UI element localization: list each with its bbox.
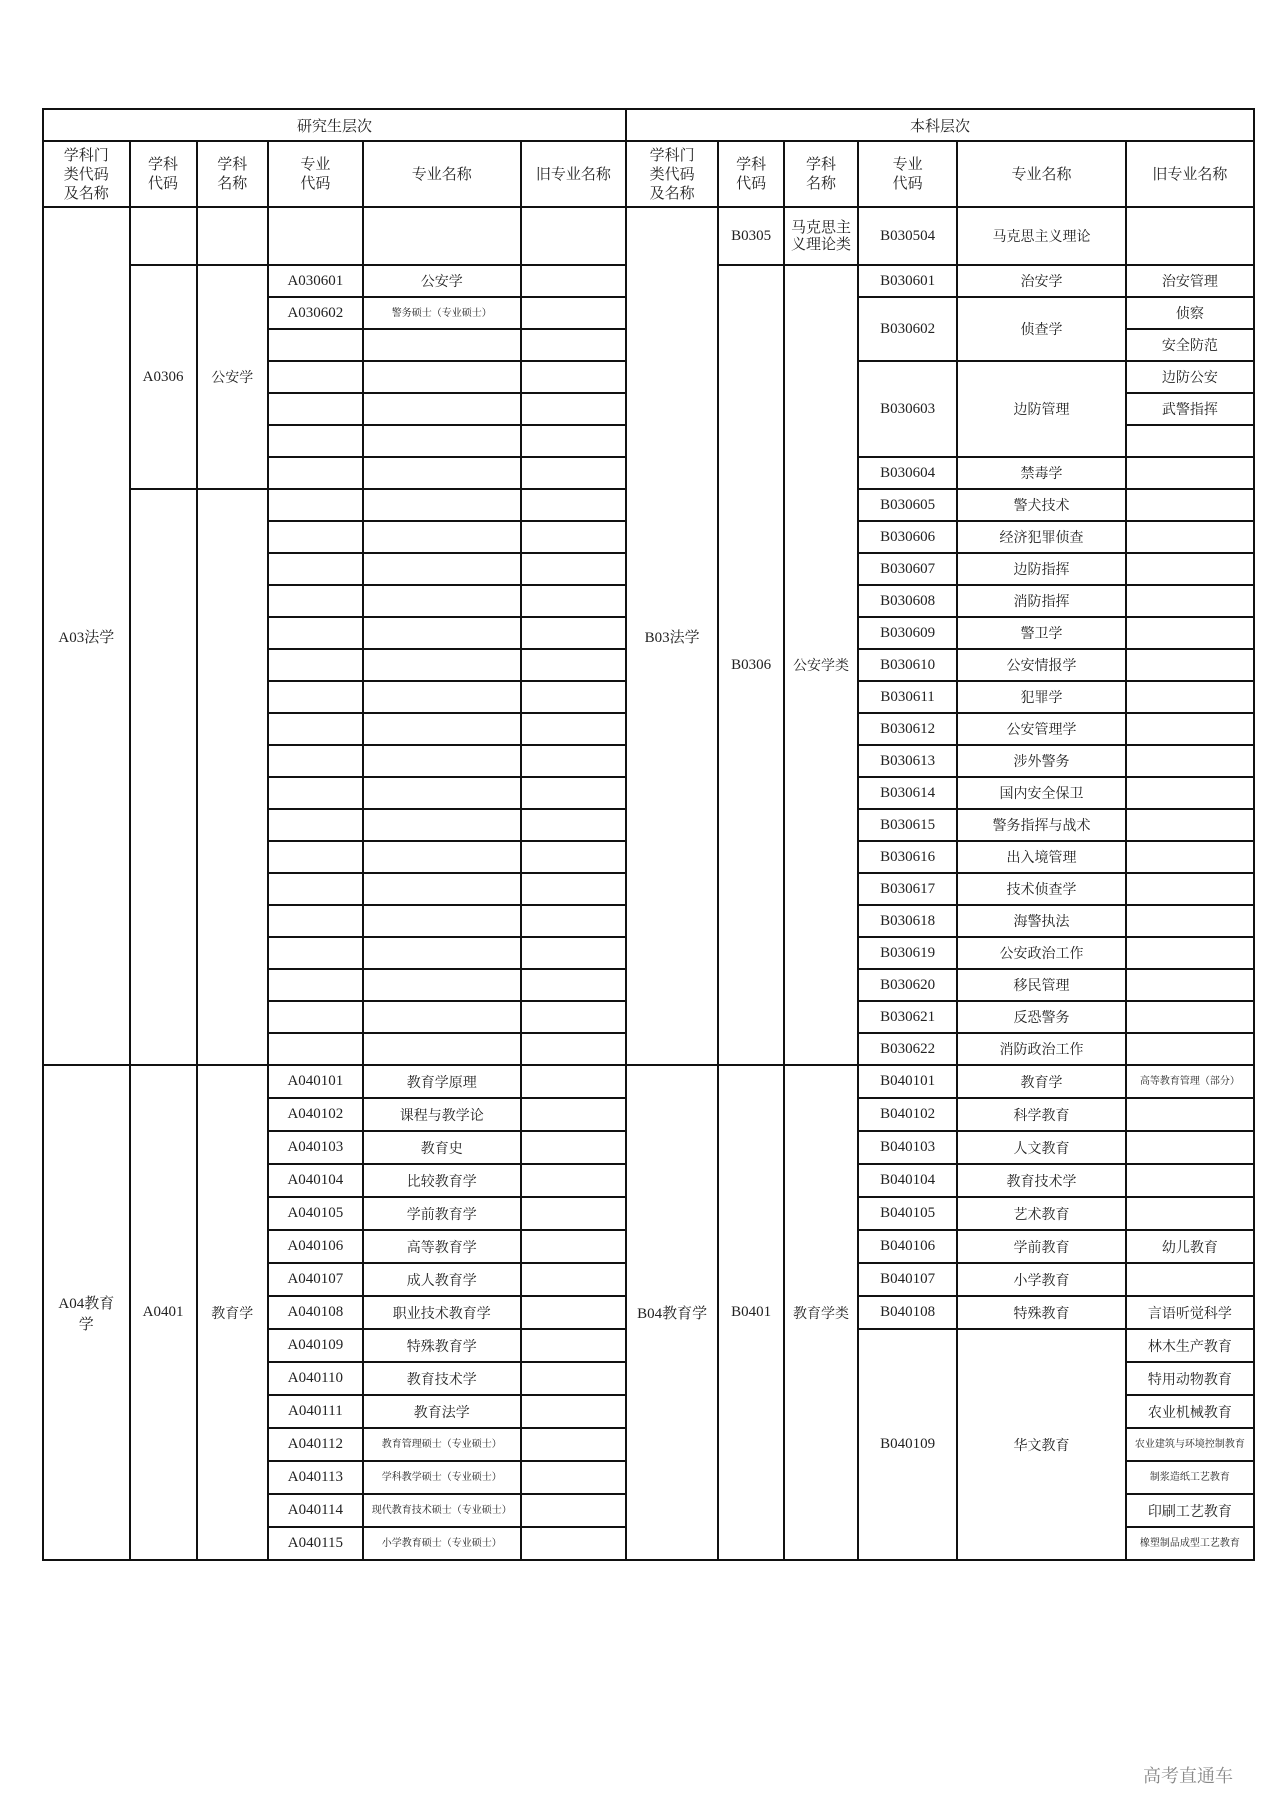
major-code-cell: A040103	[268, 1131, 363, 1164]
major-code-cell	[268, 207, 363, 265]
disc-name-cell-ug: 公安学类	[784, 265, 858, 1065]
major-code-cell: A040110	[268, 1362, 363, 1395]
major-catalog-table	[42, 108, 1255, 1561]
old-name-cell-ug: 侦察	[1126, 297, 1254, 329]
major-name-cell-ug: 国内安全保卫	[957, 777, 1126, 809]
major-code-cell	[268, 969, 363, 1001]
old-name-cell	[521, 521, 626, 553]
major-code-cell: A040111	[268, 1395, 363, 1428]
major-code-cell-ug: B030608	[858, 585, 957, 617]
major-code-cell	[268, 361, 363, 393]
old-name-cell	[521, 1164, 626, 1197]
old-name-cell	[521, 1197, 626, 1230]
major-code-cell: A040114	[268, 1494, 363, 1527]
major-code-cell: A040107	[268, 1263, 363, 1296]
major-code-cell	[268, 1033, 363, 1065]
col-major-code: 专业 代码	[268, 141, 363, 207]
major-code-cell	[268, 681, 363, 713]
major-name-cell	[363, 809, 521, 841]
major-name-cell	[363, 425, 521, 457]
old-name-cell	[521, 1033, 626, 1065]
old-name-cell	[521, 1230, 626, 1263]
old-name-cell	[521, 1001, 626, 1033]
major-name-cell	[363, 489, 521, 521]
old-name-cell-ug	[1126, 489, 1254, 521]
disc-code-cell-ug: B0401	[718, 1065, 784, 1560]
major-name-cell	[363, 681, 521, 713]
old-name-cell	[521, 969, 626, 1001]
old-name-cell	[521, 1065, 626, 1098]
major-code-cell: A040112	[268, 1428, 363, 1461]
major-name-cell-ug: 警犬技术	[957, 489, 1126, 521]
table-row	[43, 207, 1254, 265]
col-category: 学科门 类代码 及名称	[43, 141, 130, 207]
old-name-cell	[521, 393, 626, 425]
major-code-cell-ug: B030622	[858, 1033, 957, 1065]
old-name-cell-ug: 武警指挥	[1126, 393, 1254, 425]
major-name-cell: 特殊教育学	[363, 1329, 521, 1362]
major-name-cell-ug: 华文教育	[957, 1329, 1126, 1560]
old-name-cell	[521, 1131, 626, 1164]
major-name-cell	[363, 873, 521, 905]
old-name-cell	[521, 745, 626, 777]
old-name-cell	[521, 329, 626, 361]
old-name-cell-ug: 幼儿教育	[1126, 1230, 1254, 1263]
old-name-cell-ug	[1126, 1263, 1254, 1296]
major-name-cell	[363, 617, 521, 649]
major-name-cell: 教育法学	[363, 1395, 521, 1428]
old-name-cell	[521, 1494, 626, 1527]
major-code-cell-ug: B030617	[858, 873, 957, 905]
old-name-cell	[521, 873, 626, 905]
major-name-cell-ug: 警务指挥与战术	[957, 809, 1126, 841]
major-code-cell-ug: B030610	[858, 649, 957, 681]
col-major-name: 专业名称	[363, 141, 521, 207]
major-name-cell	[363, 745, 521, 777]
major-code-cell: A040102	[268, 1098, 363, 1131]
major-code-cell-ug: B030619	[858, 937, 957, 969]
major-code-cell-ug: B040105	[858, 1197, 957, 1230]
old-name-cell	[521, 553, 626, 585]
major-code-cell	[268, 1001, 363, 1033]
major-code-cell-ug: B030603	[858, 361, 957, 457]
disc-code-cell: A0401	[130, 1065, 197, 1560]
major-code-cell	[268, 809, 363, 841]
major-name-cell-ug: 出入境管理	[957, 841, 1126, 873]
major-code-cell	[268, 521, 363, 553]
major-code-cell-ug: B030504	[858, 207, 957, 265]
major-name-cell-ug: 消防政治工作	[957, 1033, 1126, 1065]
major-code-cell	[268, 649, 363, 681]
graduate-level-header: 研究生层次	[43, 109, 626, 141]
old-name-cell-ug	[1126, 521, 1254, 553]
old-name-cell	[521, 809, 626, 841]
undergrad-level-header: 本科层次	[626, 109, 1254, 141]
major-name-cell	[363, 1033, 521, 1065]
major-code-cell: A040101	[268, 1065, 363, 1098]
disc-code-cell	[130, 489, 197, 1065]
major-name-cell-ug: 教育学	[957, 1065, 1126, 1098]
disc-name-cell	[197, 489, 269, 1065]
old-name-cell	[521, 1527, 626, 1560]
table-row	[43, 1065, 1254, 1098]
major-name-cell	[363, 713, 521, 745]
disc-code-cell: A0306	[130, 265, 197, 489]
major-name-cell: 学科教学硕士（专业硕士）	[363, 1461, 521, 1494]
old-name-cell	[521, 1395, 626, 1428]
major-name-cell-ug: 反恐警务	[957, 1001, 1126, 1033]
major-name-cell-ug: 移民管理	[957, 969, 1126, 1001]
major-code-cell-ug: B030602	[858, 297, 957, 361]
major-code-cell-ug: B040109	[858, 1329, 957, 1560]
education-section	[43, 1065, 1254, 1560]
major-name-cell-ug: 禁毒学	[957, 457, 1126, 489]
col-old-name: 旧专业名称	[521, 141, 626, 207]
major-code-cell	[268, 393, 363, 425]
major-code-cell-ug: B030607	[858, 553, 957, 585]
old-name-cell-ug	[1126, 1164, 1254, 1197]
category-cell: A03法学	[43, 207, 130, 1065]
major-name-cell-ug: 侦查学	[957, 297, 1126, 361]
major-code-cell-ug: B030615	[858, 809, 957, 841]
old-name-cell	[521, 425, 626, 457]
old-name-cell	[521, 713, 626, 745]
major-name-cell: 教育学原理	[363, 1065, 521, 1098]
major-name-cell: 现代教育技术硕士（专业硕士）	[363, 1494, 521, 1527]
major-name-cell	[363, 393, 521, 425]
major-name-cell: 公安学	[363, 265, 521, 297]
major-code-cell: A040106	[268, 1230, 363, 1263]
major-name-cell-ug: 犯罪学	[957, 681, 1126, 713]
old-name-cell-ug	[1126, 1001, 1254, 1033]
major-name-cell-ug: 公安情报学	[957, 649, 1126, 681]
old-name-cell-ug	[1126, 585, 1254, 617]
col-old-name-ug: 旧专业名称	[1126, 141, 1254, 207]
old-name-cell	[521, 1098, 626, 1131]
col-disc-code-ug: 学科 代码	[718, 141, 784, 207]
category-cell-ug: B04教育学	[626, 1065, 718, 1560]
major-name-cell-ug: 马克思主义理论	[957, 207, 1126, 265]
major-code-cell	[268, 745, 363, 777]
category-cell: A04教育学	[43, 1065, 130, 1560]
old-name-cell	[521, 905, 626, 937]
major-code-cell-ug: B030613	[858, 745, 957, 777]
major-name-cell	[363, 361, 521, 393]
major-name-cell-ug: 艺术教育	[957, 1197, 1126, 1230]
law-section	[43, 207, 1254, 1065]
major-code-cell-ug: B030621	[858, 1001, 957, 1033]
major-code-cell	[268, 425, 363, 457]
disc-code-cell-ug: B0306	[718, 265, 784, 1065]
major-name-cell-ug: 人文教育	[957, 1131, 1126, 1164]
old-name-cell-ug	[1126, 1033, 1254, 1065]
major-name-cell: 高等教育学	[363, 1230, 521, 1263]
major-name-cell-ug: 科学教育	[957, 1098, 1126, 1131]
old-name-cell-ug	[1126, 649, 1254, 681]
major-code-cell-ug: B030614	[858, 777, 957, 809]
disc-code-cell	[130, 207, 197, 265]
disc-name-cell: 公安学	[197, 265, 269, 489]
old-name-cell	[521, 361, 626, 393]
old-name-cell-ug	[1126, 1131, 1254, 1164]
major-name-cell-ug: 小学教育	[957, 1263, 1126, 1296]
old-name-cell-ug	[1126, 457, 1254, 489]
major-code-cell-ug: B030618	[858, 905, 957, 937]
old-name-cell	[521, 1263, 626, 1296]
disc-code-cell-ug: B0305	[718, 207, 784, 265]
major-code-cell-ug: B030605	[858, 489, 957, 521]
old-name-cell-ug	[1126, 937, 1254, 969]
major-code-cell-ug: B040106	[858, 1230, 957, 1263]
major-name-cell-ug: 海警执法	[957, 905, 1126, 937]
major-name-cell-ug: 教育技术学	[957, 1164, 1126, 1197]
col-disc-name: 学科 名称	[197, 141, 269, 207]
old-name-cell	[521, 1329, 626, 1362]
major-code-cell	[268, 585, 363, 617]
major-code-cell-ug: B030601	[858, 265, 957, 297]
old-name-cell	[521, 937, 626, 969]
old-name-cell-ug: 农业建筑与环境控制教育	[1126, 1428, 1254, 1461]
major-code-cell-ug: B040103	[858, 1131, 957, 1164]
major-name-cell	[363, 553, 521, 585]
old-name-cell	[521, 297, 626, 329]
old-name-cell-ug	[1126, 777, 1254, 809]
major-code-cell	[268, 937, 363, 969]
major-name-cell: 成人教育学	[363, 1263, 521, 1296]
old-name-cell	[521, 1428, 626, 1461]
old-name-cell	[521, 1296, 626, 1329]
major-code-cell-ug: B040107	[858, 1263, 957, 1296]
major-code-cell-ug: B030606	[858, 521, 957, 553]
major-code-cell-ug: B040104	[858, 1164, 957, 1197]
disc-name-cell	[197, 207, 269, 265]
old-name-cell-ug	[1126, 713, 1254, 745]
major-name-cell	[363, 585, 521, 617]
old-name-cell-ug	[1126, 745, 1254, 777]
major-name-cell-ug: 涉外警务	[957, 745, 1126, 777]
major-name-cell	[363, 841, 521, 873]
major-code-cell: A030601	[268, 265, 363, 297]
major-name-cell-ug: 边防指挥	[957, 553, 1126, 585]
major-code-cell: A040109	[268, 1329, 363, 1362]
major-code-cell-ug: B030604	[858, 457, 957, 489]
old-name-cell-ug: 农业机械教育	[1126, 1395, 1254, 1428]
major-name-cell-ug: 警卫学	[957, 617, 1126, 649]
major-code-cell: A040113	[268, 1461, 363, 1494]
major-code-cell	[268, 713, 363, 745]
major-name-cell	[363, 457, 521, 489]
major-code-cell-ug: B030616	[858, 841, 957, 873]
major-name-cell	[363, 207, 521, 265]
old-name-cell-ug: 治安管理	[1126, 265, 1254, 297]
major-name-cell	[363, 649, 521, 681]
major-name-cell	[363, 969, 521, 1001]
disc-name-cell: 教育学	[197, 1065, 269, 1560]
old-name-cell-ug: 边防公安	[1126, 361, 1254, 393]
major-code-cell	[268, 841, 363, 873]
col-disc-name-ug: 学科 名称	[784, 141, 858, 207]
old-name-cell-ug: 制浆造纸工艺教育	[1126, 1461, 1254, 1494]
old-name-cell-ug	[1126, 207, 1254, 265]
major-code-cell: A040108	[268, 1296, 363, 1329]
major-code-cell-ug: B040102	[858, 1098, 957, 1131]
old-name-cell-ug: 林木生产教育	[1126, 1329, 1254, 1362]
old-name-cell	[521, 649, 626, 681]
old-name-cell	[521, 777, 626, 809]
major-name-cell-ug: 公安政治工作	[957, 937, 1126, 969]
old-name-cell-ug: 高等教育管理（部分）	[1126, 1065, 1254, 1098]
major-code-cell	[268, 329, 363, 361]
old-name-cell-ug	[1126, 1098, 1254, 1131]
col-major-name-ug: 专业名称	[957, 141, 1126, 207]
disc-name-cell-ug: 马克思主义理论类	[784, 207, 858, 265]
old-name-cell-ug: 特用动物教育	[1126, 1362, 1254, 1395]
old-name-cell	[521, 457, 626, 489]
major-name-cell: 职业技术教育学	[363, 1296, 521, 1329]
major-code-cell	[268, 905, 363, 937]
watermark: 高考直通车	[1143, 1766, 1233, 1787]
major-name-cell-ug: 经济犯罪侦查	[957, 521, 1126, 553]
old-name-cell-ug	[1126, 873, 1254, 905]
major-name-cell: 课程与教学论	[363, 1098, 521, 1131]
major-code-cell	[268, 553, 363, 585]
major-name-cell: 警务硕士（专业硕士）	[363, 297, 521, 329]
major-name-cell	[363, 937, 521, 969]
col-major-code-ug: 专业 代码	[858, 141, 957, 207]
col-disc-code: 学科 代码	[130, 141, 197, 207]
major-name-cell-ug: 特殊教育	[957, 1296, 1126, 1329]
old-name-cell-ug	[1126, 553, 1254, 585]
major-code-cell-ug: B030612	[858, 713, 957, 745]
old-name-cell-ug: 安全防范	[1126, 329, 1254, 361]
old-name-cell-ug	[1126, 905, 1254, 937]
major-code-cell-ug: B040101	[858, 1065, 957, 1098]
major-code-cell: A040115	[268, 1527, 363, 1560]
old-name-cell	[521, 841, 626, 873]
major-name-cell-ug: 治安学	[957, 265, 1126, 297]
major-name-cell: 教育技术学	[363, 1362, 521, 1395]
old-name-cell-ug	[1126, 1197, 1254, 1230]
disc-name-cell-ug: 教育学类	[784, 1065, 858, 1560]
major-code-cell: A030602	[268, 297, 363, 329]
major-name-cell	[363, 521, 521, 553]
major-name-cell	[363, 777, 521, 809]
old-name-cell-ug	[1126, 841, 1254, 873]
old-name-cell-ug: 橡塑制品成型工艺教育	[1126, 1527, 1254, 1560]
major-code-cell-ug: B030609	[858, 617, 957, 649]
major-code-cell-ug: B030611	[858, 681, 957, 713]
major-name-cell-ug: 消防指挥	[957, 585, 1126, 617]
major-name-cell-ug: 技术侦查学	[957, 873, 1126, 905]
major-code-cell	[268, 777, 363, 809]
old-name-cell	[521, 617, 626, 649]
major-name-cell: 比较教育学	[363, 1164, 521, 1197]
major-name-cell	[363, 329, 521, 361]
old-name-cell-ug	[1126, 617, 1254, 649]
major-code-cell	[268, 617, 363, 649]
major-code-cell	[268, 873, 363, 905]
major-name-cell: 教育史	[363, 1131, 521, 1164]
major-name-cell-ug: 公安管理学	[957, 713, 1126, 745]
major-code-cell: A040104	[268, 1164, 363, 1197]
old-name-cell	[521, 681, 626, 713]
old-name-cell-ug: 印刷工艺教育	[1126, 1494, 1254, 1527]
major-name-cell	[363, 1001, 521, 1033]
old-name-cell	[521, 1461, 626, 1494]
old-name-cell-ug	[1126, 969, 1254, 1001]
old-name-cell	[521, 489, 626, 521]
old-name-cell	[521, 207, 626, 265]
major-name-cell: 小学教育硕士（专业硕士）	[363, 1527, 521, 1560]
old-name-cell-ug	[1126, 425, 1254, 457]
old-name-cell-ug	[1126, 681, 1254, 713]
major-code-cell	[268, 457, 363, 489]
major-name-cell: 学前教育学	[363, 1197, 521, 1230]
major-catalog-document	[42, 108, 1255, 1561]
major-code-cell-ug: B030620	[858, 969, 957, 1001]
old-name-cell	[521, 1362, 626, 1395]
major-name-cell-ug: 边防管理	[957, 361, 1126, 457]
old-name-cell-ug	[1126, 809, 1254, 841]
col-category-ug: 学科门 类代码 及名称	[626, 141, 718, 207]
major-name-cell	[363, 905, 521, 937]
major-code-cell-ug: B040108	[858, 1296, 957, 1329]
old-name-cell	[521, 265, 626, 297]
major-code-cell: A040105	[268, 1197, 363, 1230]
major-name-cell: 教育管理硕士（专业硕士）	[363, 1428, 521, 1461]
old-name-cell	[521, 585, 626, 617]
category-cell-ug: B03法学	[626, 207, 718, 1065]
major-code-cell	[268, 489, 363, 521]
old-name-cell-ug: 言语听觉科学	[1126, 1296, 1254, 1329]
major-name-cell-ug: 学前教育	[957, 1230, 1126, 1263]
